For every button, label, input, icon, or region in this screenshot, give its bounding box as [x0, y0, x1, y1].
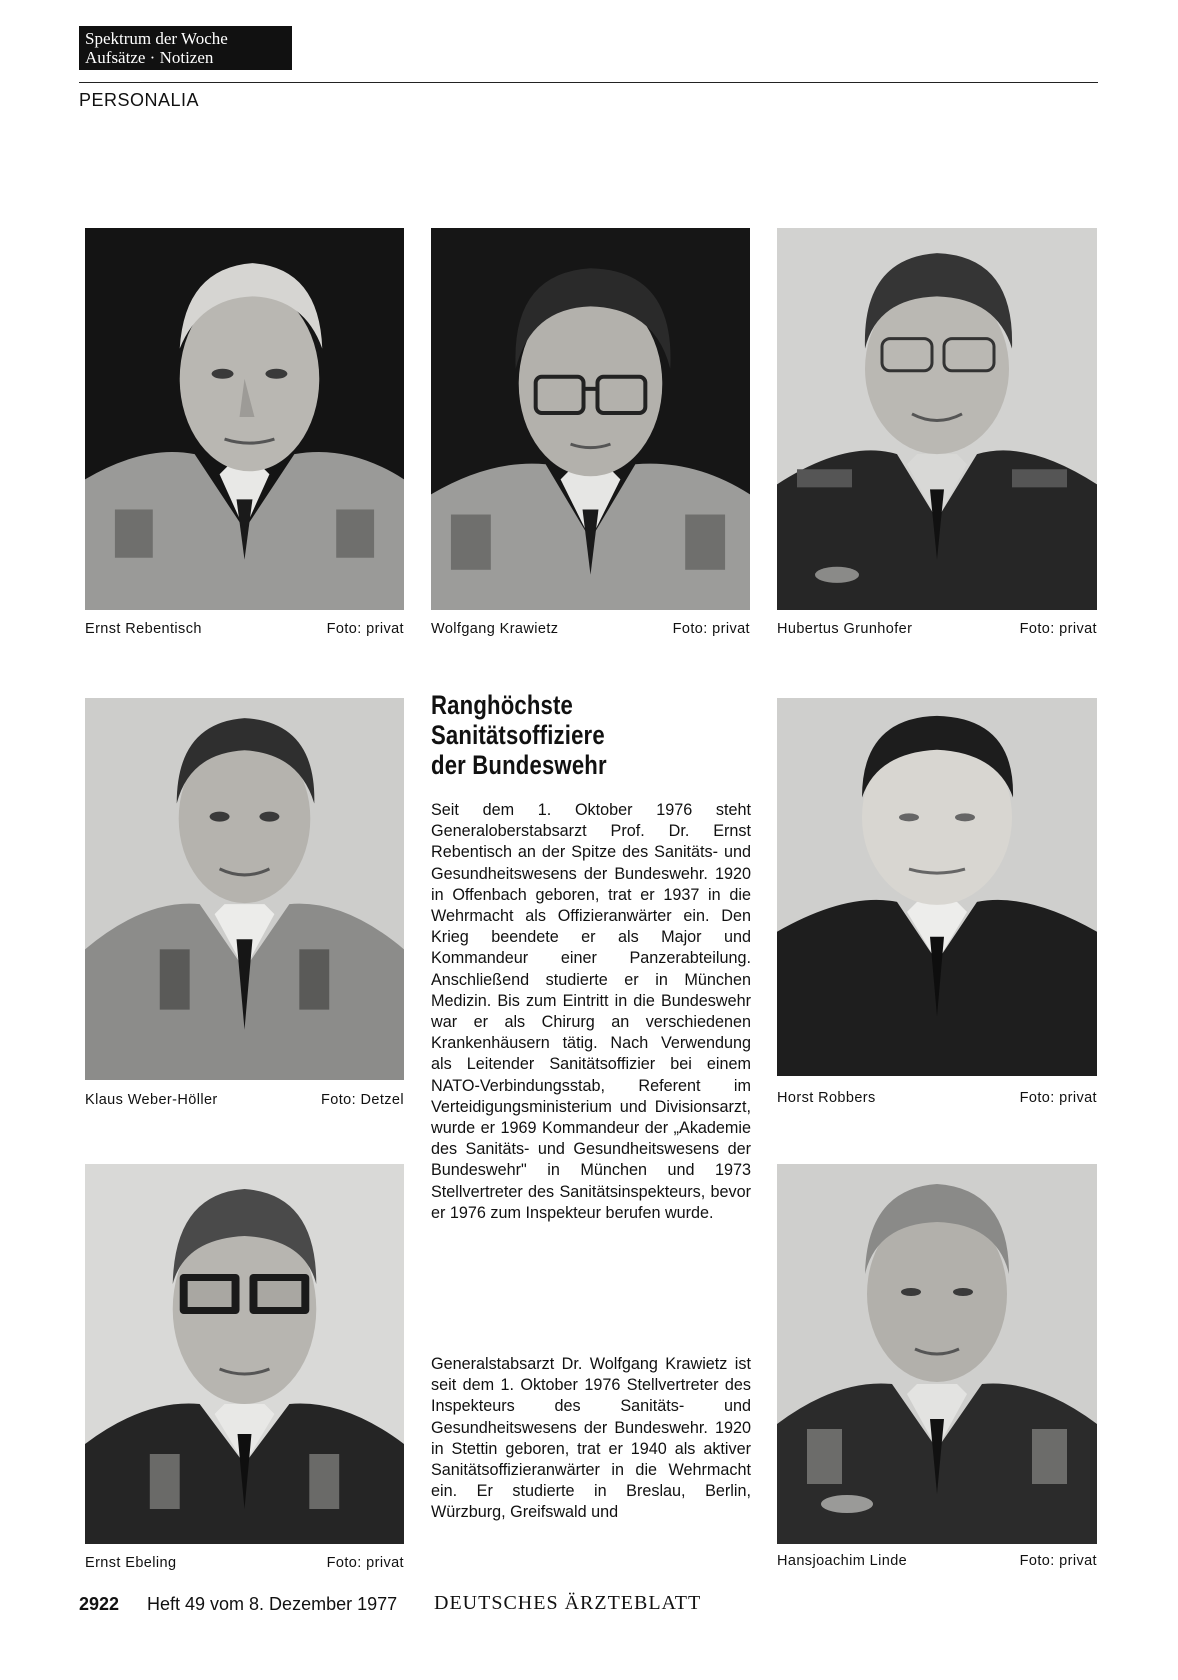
page-number: 2922 [79, 1594, 120, 1614]
portrait-photo-ebeling [85, 1164, 404, 1544]
portrait-photo-linde [777, 1164, 1097, 1544]
photo-caption-credit: Foto: privat [326, 621, 404, 637]
section-header-line1: Spektrum der Woche [85, 29, 228, 48]
headline-line: Sanitätsoffiziere [431, 720, 605, 750]
portrait-photo-rebentisch [85, 228, 404, 610]
article-headline [431, 690, 693, 780]
portrait-photo-robbers [777, 698, 1097, 1076]
photo-caption-name: Hansjoachim Linde [777, 1553, 908, 1569]
photo-caption-name: Horst Robbers [777, 1090, 876, 1106]
article-paragraph-1: Seit dem 1. Oktober 1976 steht Generaloberstabsarzt Prof. Dr. Ernst Rebentisch an der Spitze des Sanitäts- und Gesundheitswesens der Bundeswehr. 1920 in Offenbach geboren, trat er 1937 in die Wehrmacht als Offizieranwärter ein. Den Krieg beendete er als Major und Kommandeur einer Panzerabteilung. Anschließend studierte er in München Medizin. Bis zum Eintritt in die Bundeswehr war er als Chirurg an verschiedenen Krankenhäusern tätig. Nach Verwendung als Leitender Sanitätsoffizier bei einem NATO-Verbindungsstab, Referent im Verteidigungsministerium und Divisionsarzt, wurde er 1969 Kommandeur der „Akademie des Sanitäts- und Gesundheitswesens der Bundeswehr" in München und 1973 Stellvertreter des Sanitätsinspekteurs, bevor er 1976 zum Inspekteur berufen wurde. [431, 801, 751, 1222]
photo-caption-name: Ernst Ebeling [85, 1555, 177, 1571]
portrait-photo-weber-hoeller [85, 698, 404, 1080]
portrait-photo-grunhofer [777, 228, 1097, 610]
headline-line: der Bundeswehr [431, 750, 607, 780]
portrait-photo-krawietz [431, 228, 750, 610]
photo-caption-credit: Foto: privat [1019, 1553, 1097, 1569]
issue-info: Heft 49 vom 8. Dezember 1977 [147, 1594, 398, 1614]
section-header-line2: Aufsätze · Notizen [85, 48, 214, 67]
photo-caption-credit: Foto: privat [1019, 1090, 1097, 1106]
photo-caption-name: Wolfgang Krawietz [431, 621, 559, 637]
header-rule [79, 82, 1098, 83]
section-header-box [79, 26, 292, 70]
photo-caption-name: Klaus Weber-Höller [85, 1092, 218, 1108]
photo-caption-name: Ernst Rebentisch [85, 621, 202, 637]
photo-caption-credit: Foto: privat [1019, 621, 1097, 637]
photo-caption-name: Hubertus Grunhofer [777, 621, 913, 637]
photo-caption-credit: Foto: privat [326, 1555, 404, 1571]
headline-line: Ranghöchste [431, 690, 574, 720]
photo-caption-credit: Foto: privat [672, 621, 750, 637]
journal-name: DEUTSCHES ÄRZTEBLATT [434, 1592, 702, 1614]
section-label: PERSONALIA [79, 90, 200, 110]
photo-caption-credit: Foto: Detzel [321, 1092, 404, 1108]
article-paragraph-2: Generalstabsarzt Dr. Wolfgang Krawietz ist seit dem 1. Oktober 1976 Stellvertreter des Inspekteurs des Sanitäts- und Gesundheitswesens der Bundeswehr. 1920 in Stettin geboren, trat er 1940 als aktiver Sanitätsoffizieranwärter in die Wehrmacht ein. Er studierte in Breslau, Berlin, Würzburg, Greifswald und [431, 1355, 751, 1522]
